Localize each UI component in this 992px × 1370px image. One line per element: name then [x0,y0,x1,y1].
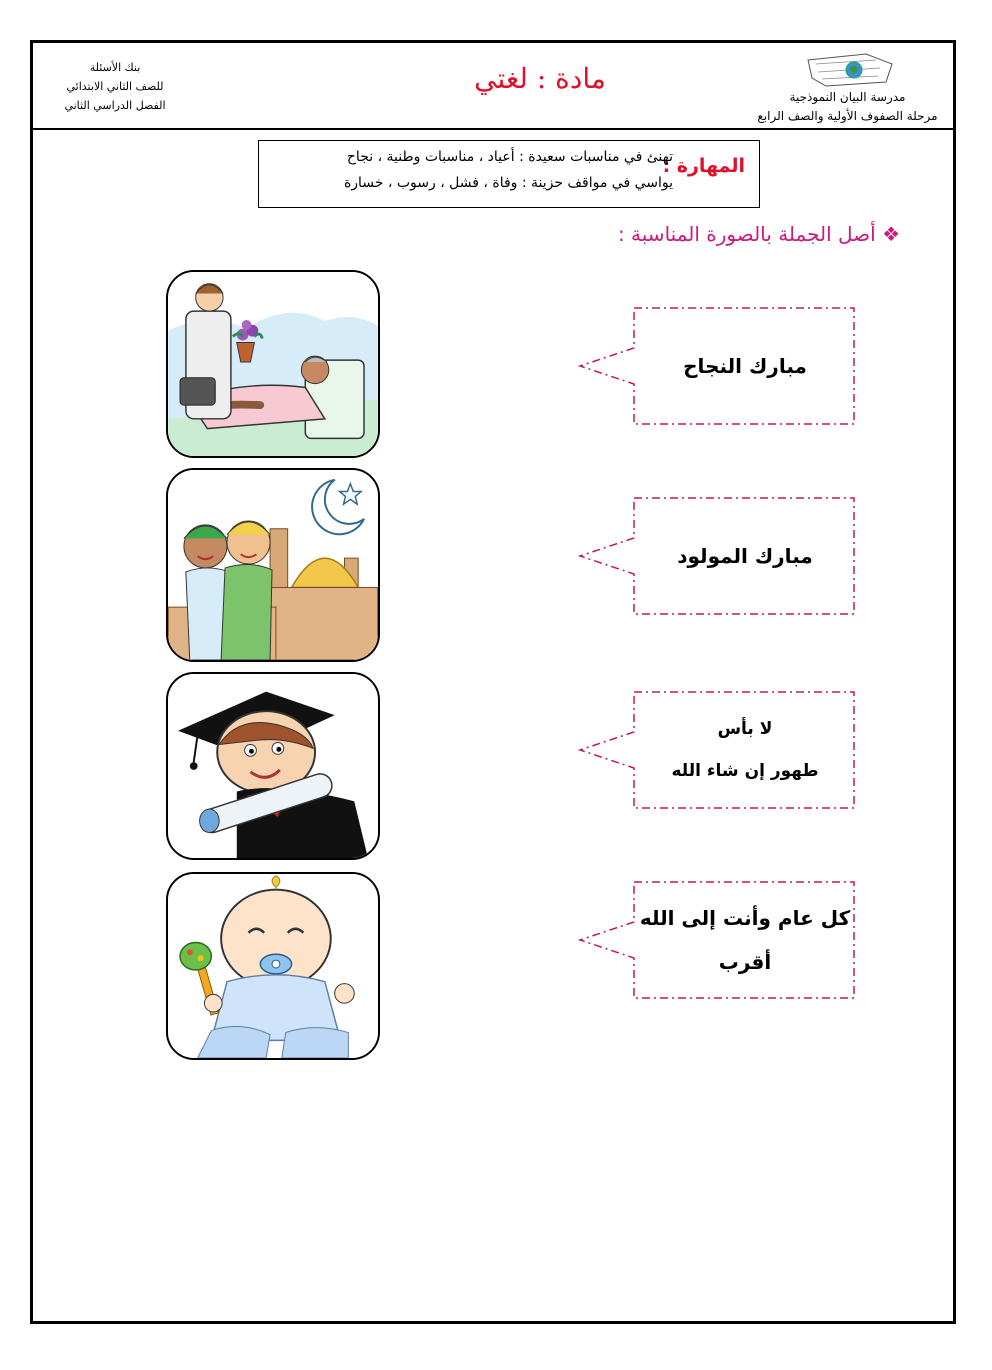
sentence-line: أقرب [718,950,772,974]
skill-label: المهارة : [662,155,745,177]
grade-label: للصف الثاني الابتدائي [66,80,164,93]
sentence-line: مبارك المولود [677,544,813,568]
skill-line-console: يواسي في مواقف حزينة : وفاة ، فشل ، رسوب ، خسارة [343,175,673,191]
school-name: مدرسة البيان النموذجية [789,90,906,104]
picture-eid-greeting[interactable] [166,468,380,662]
question-bank-label: بنك الأسئلة [89,61,141,74]
skill-box [258,140,760,208]
sentence-line: مبارك النجاح [683,354,807,378]
picture-graduate[interactable] [166,672,380,860]
semester-label: الفصل الدراسي الثاني [64,99,166,112]
eid-hug-icon [168,470,378,660]
sentence-text [634,690,856,810]
picture-hospital-visit[interactable] [166,270,380,458]
header-divider [30,128,956,130]
sentence-box[interactable] [578,306,858,426]
sentence-box[interactable] [578,496,858,616]
sentence-text [634,306,856,426]
sentence-box[interactable] [578,880,858,1000]
page-title: مادة : لغتي [474,62,606,95]
baby-icon [168,874,378,1058]
sentence-text [634,880,856,1000]
skill-line-congratulate: تهنئ في مناسبات سعيدة : أعياد ، مناسبات وطنية ، نجاح [346,149,673,165]
school-stage: مرحلة الصفوف الأولية والصف الرابع [757,109,938,123]
hospital-visit-icon [168,272,378,456]
school-logo-icon [806,50,896,88]
sentence-line: كل عام وأنت إلى الله [639,906,851,930]
graduate-icon [168,674,378,858]
sentence-line: طهور إن شاء الله [671,761,819,781]
instruction [520,222,900,246]
sentence-box[interactable] [578,690,858,810]
instruction-text: أصل الجملة بالصورة المناسبة : [617,222,876,246]
sentence-line: لا بأس [717,719,773,739]
header-left-info [50,58,180,115]
diamond-bullet-icon: ❖ [882,222,900,246]
picture-baby[interactable] [166,872,380,1060]
sentence-text [634,496,856,616]
header-right-info [745,88,950,126]
